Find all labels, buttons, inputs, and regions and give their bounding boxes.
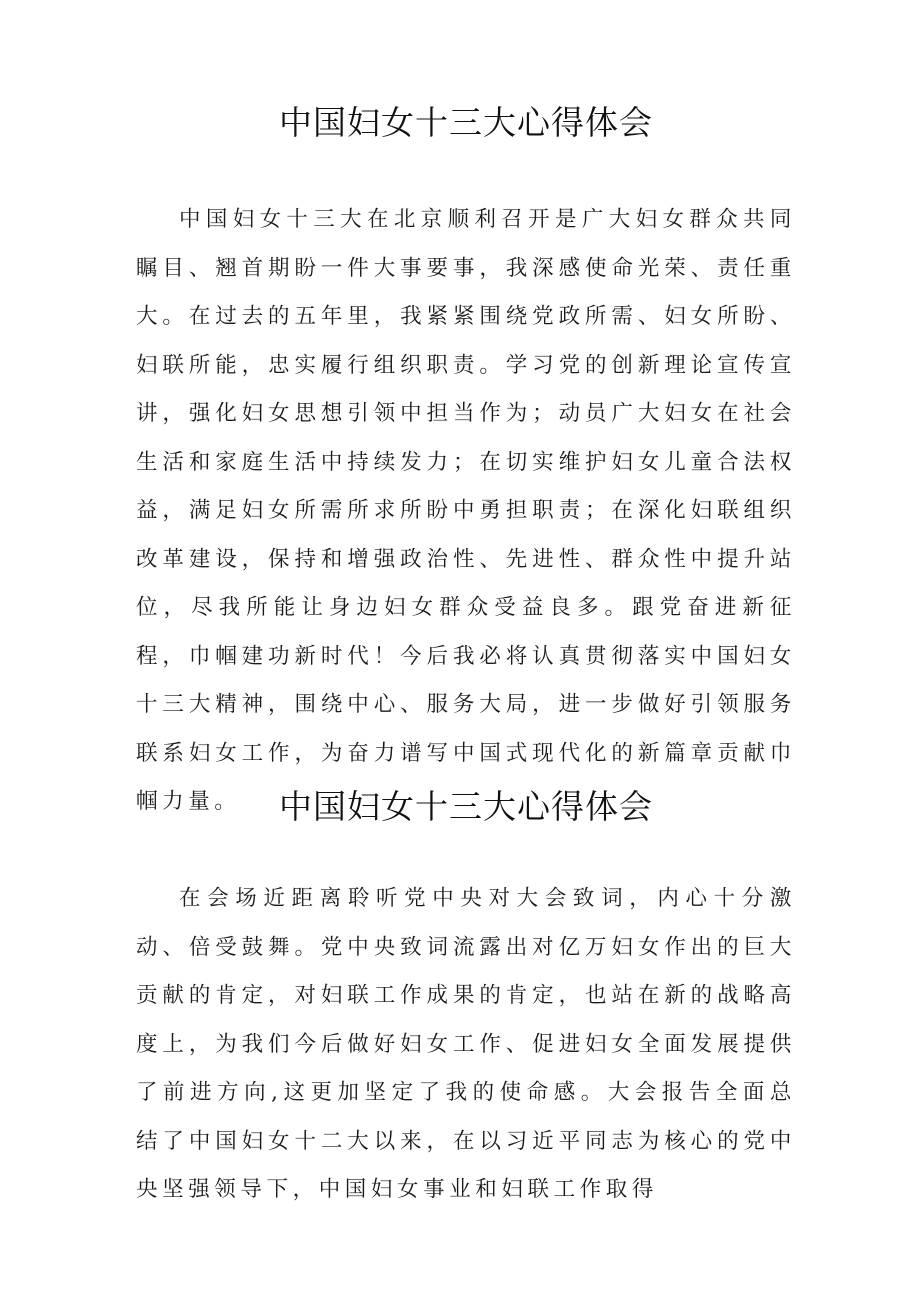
section-2-paragraph: 在会场近距离聆听党中央对大会致词，内心十分激动、倍受鼓舞。党中央致词流露出对亿万妇女作出的巨大贡献的肯定，对妇联工作成果的肯定，也站在新的战略高度上，为我们今后做好妇女工作、促进妇女全面发展提供了前进方向,这更加坚定了我的使命感。大会报告全面总结了中国妇女十二大以来，在以习近平同志为核心的党中央坚强领导下，中国妇女事业和妇联工作取得 [136, 886, 796, 1202]
article-section-1 [136, 100, 796, 827]
article-section-2 [136, 784, 796, 1215]
section-2-title: 中国妇女十三大心得体会 [279, 787, 653, 826]
section-1-title: 中国妇女十三大心得体会 [279, 103, 653, 142]
section-1-paragraph: 中国妇女十三大在北京顺利召开是广大妇女群众共同瞩目、翘首期盼一件大事要事，我深感使命光荣、责任重大。在过去的五年里，我紧紧围绕党政所需、妇女所盼、妇联所能，忠实履行组织职责。学习党的创新理论宣传宣讲，强化妇女思想引领中担当作为；动员广大妇女在社会生活和家庭生活中持续发力；在切实维护妇女儿童合法权益，满足妇女所需所求所盼中勇担职责；在深化妇联组织改革建设，保持和增强政治性、先进性、群众性中提升站位，尽我所能让身边妇女群众受益良多。跟党奋进新征程，巾帼建功新时代！今后我必将认真贯彻落实中国妇女十三大精神，围绕中心、服务大局，进一步做好引领服务联系妇女工作，为奋力谱写中国式现代化的新篇章贡献巾帼力量。 [136, 207, 796, 814]
